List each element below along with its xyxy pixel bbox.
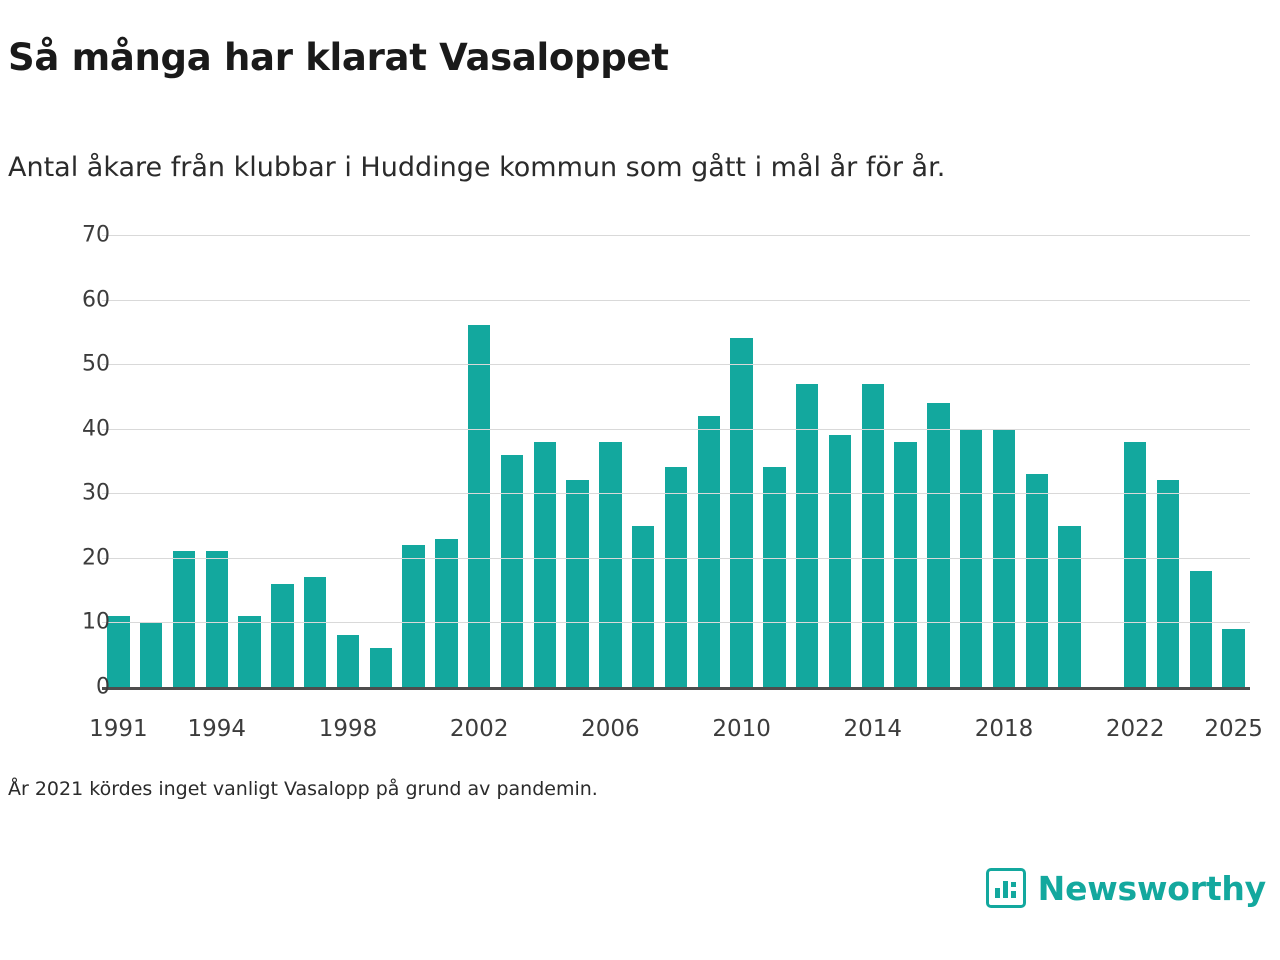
bar[interactable] — [337, 635, 359, 687]
bar[interactable] — [894, 442, 916, 687]
bar-slot[interactable] — [758, 235, 791, 687]
bar-slot[interactable] — [397, 235, 430, 687]
gridline — [102, 235, 1250, 236]
x-axis-line — [102, 687, 1250, 690]
bar[interactable] — [927, 403, 949, 687]
bar[interactable] — [1157, 480, 1179, 687]
bar-slot[interactable] — [364, 235, 397, 687]
bar-slot[interactable] — [627, 235, 660, 687]
bar-slot[interactable] — [1053, 235, 1086, 687]
gridline — [102, 622, 1250, 623]
bar[interactable] — [304, 577, 326, 687]
page-title: Så många har klarat Vasaloppet — [8, 36, 669, 79]
y-axis-tick-label: 50 — [82, 351, 110, 377]
x-axis-tick-label: 1998 — [318, 716, 378, 742]
bar[interactable] — [107, 616, 129, 687]
bar-slot[interactable] — [430, 235, 463, 687]
bar-slot[interactable] — [955, 235, 988, 687]
x-axis-tick-label: 2002 — [449, 716, 509, 742]
bar-slot[interactable] — [200, 235, 233, 687]
bar-slot[interactable] — [889, 235, 922, 687]
bar[interactable] — [1190, 571, 1212, 687]
bar[interactable] — [1124, 442, 1146, 687]
bar-slot[interactable] — [660, 235, 693, 687]
bar[interactable] — [829, 435, 851, 687]
bar[interactable] — [206, 551, 228, 687]
bar[interactable] — [370, 648, 392, 687]
brand-name: Newsworthy — [1037, 868, 1266, 908]
x-axis-tick-label: 2014 — [843, 716, 903, 742]
bar-slot[interactable] — [725, 235, 758, 687]
bar-slot[interactable] — [1184, 235, 1217, 687]
y-axis-tick-label: 40 — [82, 416, 110, 442]
bar[interactable] — [402, 545, 424, 687]
bar-slot[interactable] — [1152, 235, 1185, 687]
brand-logo — [986, 868, 1266, 908]
y-axis-tick-label: 30 — [82, 480, 110, 506]
x-axis-tick-label: 2006 — [581, 716, 640, 742]
x-axis-tick-label: 2018 — [974, 716, 1034, 742]
bar[interactable] — [140, 622, 162, 687]
x-axis-tick-label: 2025 — [1204, 716, 1263, 742]
y-axis-tick-label: 10 — [82, 609, 110, 635]
bar-slot[interactable] — [266, 235, 299, 687]
bar-slot[interactable] — [168, 235, 201, 687]
bar-slot[interactable] — [988, 235, 1021, 687]
bar-slot[interactable] — [922, 235, 955, 687]
bar-slot[interactable] — [1020, 235, 1053, 687]
bar-slot[interactable] — [332, 235, 365, 687]
bar-slot[interactable] — [1119, 235, 1152, 687]
bar[interactable] — [566, 480, 588, 687]
bar[interactable] — [271, 584, 293, 687]
bar[interactable] — [665, 467, 687, 687]
bar[interactable] — [1222, 629, 1244, 687]
bar-chart — [8, 222, 1272, 742]
bar-slot[interactable] — [299, 235, 332, 687]
bars-group — [102, 235, 1250, 687]
bar-slot[interactable] — [594, 235, 627, 687]
bar[interactable] — [173, 551, 195, 687]
plot-area — [102, 235, 1250, 690]
bar[interactable] — [599, 442, 621, 687]
bar[interactable] — [1026, 474, 1048, 687]
bar-slot[interactable] — [1086, 235, 1119, 687]
bar-slot[interactable] — [824, 235, 857, 687]
bar[interactable] — [468, 325, 490, 687]
bar[interactable] — [1058, 526, 1080, 687]
bar-chart-icon — [986, 868, 1026, 908]
bar[interactable] — [730, 338, 752, 687]
bar[interactable] — [534, 442, 556, 687]
x-axis-tick-label: 2010 — [712, 716, 771, 742]
bar-slot[interactable] — [561, 235, 594, 687]
x-axis-tick-label: 1991 — [89, 716, 148, 742]
y-axis-tick-label: 0 — [96, 674, 110, 700]
bar-slot[interactable] — [496, 235, 529, 687]
bar-slot[interactable] — [135, 235, 168, 687]
bar-slot[interactable] — [528, 235, 561, 687]
chart-footnote: År 2021 kördes inget vanligt Vasalopp på grund av pandemin. — [8, 778, 598, 800]
bar[interactable] — [238, 616, 260, 687]
gridline — [102, 364, 1250, 365]
x-axis-tick-label: 2022 — [1105, 716, 1165, 742]
bar[interactable] — [763, 467, 785, 687]
y-axis-tick-label: 70 — [82, 222, 110, 248]
bar-slot[interactable] — [856, 235, 889, 687]
bar[interactable] — [632, 526, 654, 687]
gridline — [102, 429, 1250, 430]
bar-slot[interactable] — [791, 235, 824, 687]
bar[interactable] — [435, 539, 457, 688]
bar[interactable] — [501, 455, 523, 687]
bar[interactable] — [698, 416, 720, 687]
bar-slot[interactable] — [692, 235, 725, 687]
bar-slot[interactable] — [463, 235, 496, 687]
x-axis-tick-label: 1994 — [187, 716, 247, 742]
bar-slot[interactable] — [233, 235, 266, 687]
gridline — [102, 558, 1250, 559]
gridline — [102, 300, 1250, 301]
gridline — [102, 493, 1250, 494]
bar-slot[interactable] — [1217, 235, 1250, 687]
y-axis-tick-label: 20 — [82, 545, 110, 571]
page-subtitle: Antal åkare från klubbar i Huddinge kommun som gått i mål år för år. — [8, 152, 946, 183]
y-axis-tick-label: 60 — [82, 287, 110, 313]
